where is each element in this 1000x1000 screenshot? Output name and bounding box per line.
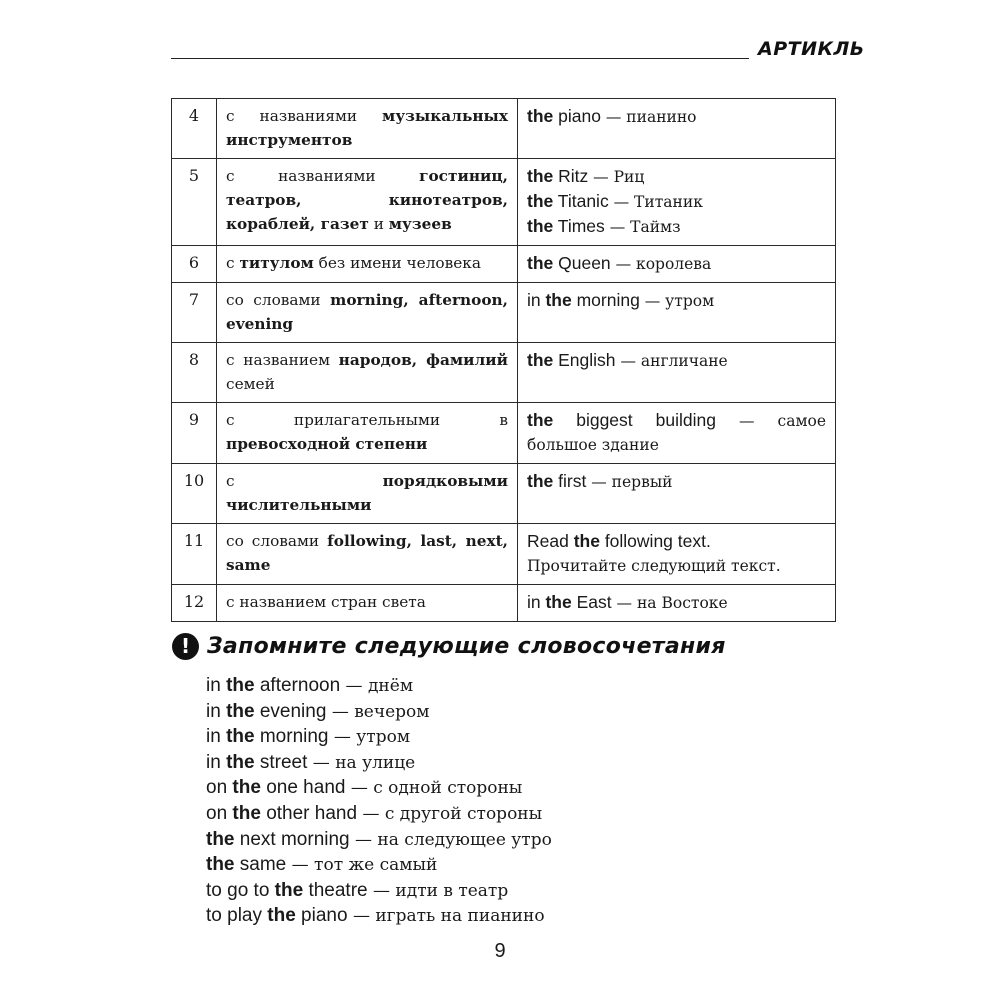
example-line	[527, 104, 826, 129]
article-the: the	[527, 216, 554, 236]
table-row	[172, 585, 836, 622]
article-the: the	[232, 802, 261, 824]
translation-text: — идти в театр	[367, 880, 509, 901]
rule-example	[518, 159, 836, 246]
article-the: the	[527, 350, 554, 370]
table-row	[172, 464, 836, 524]
rule-text: с	[226, 254, 240, 272]
rule-keyword: народов, фамилий	[338, 351, 508, 369]
english-text: in	[527, 290, 546, 310]
list-item	[206, 699, 552, 725]
translation-text: — Титаник	[608, 193, 703, 211]
english-text: in	[527, 592, 546, 612]
list-item	[206, 750, 552, 776]
rule-example	[518, 99, 836, 159]
rules-table-body	[172, 99, 836, 622]
rule-text: с названием	[226, 351, 339, 369]
translation-text: — англичане	[615, 352, 728, 370]
example-line	[527, 214, 826, 239]
example-line	[527, 469, 826, 494]
article-the: the	[226, 726, 255, 748]
english-text: biggest building	[553, 410, 716, 430]
rule-text: с	[226, 472, 383, 490]
translation-text: Прочитайте следующий текст.	[527, 557, 781, 575]
rule-description	[217, 585, 518, 622]
rule-text: и	[368, 215, 389, 233]
list-item	[206, 827, 552, 853]
english-text: other hand	[260, 802, 358, 824]
translation-text: — пианино	[600, 108, 697, 126]
article-the: the	[545, 592, 572, 612]
english-text: next morning	[234, 828, 350, 850]
translation-text: — на Востоке	[611, 594, 728, 612]
english-text: theatre	[303, 879, 368, 901]
rule-example	[518, 246, 836, 283]
rule-keyword: превосходной степени	[226, 435, 428, 453]
rule-text: с названием стран света	[226, 593, 426, 611]
rule-example	[518, 403, 836, 464]
rule-description	[217, 246, 518, 283]
example-line	[527, 408, 826, 457]
english-text: first	[553, 471, 587, 491]
english-text: Titanic	[553, 191, 609, 211]
article-the: the	[527, 471, 554, 491]
list-item	[206, 724, 552, 750]
phrase-list	[206, 673, 552, 929]
translation-text: — королева	[610, 255, 712, 273]
english-text: Ritz	[553, 166, 589, 186]
english-text: one hand	[260, 777, 346, 799]
example-line	[527, 590, 826, 615]
english-text: East	[571, 592, 612, 612]
article-the: the	[527, 410, 554, 430]
rule-description	[217, 159, 518, 246]
translation-text: — первый	[586, 473, 673, 491]
translation-text: — с другой стороны	[357, 803, 543, 824]
english-text: evening	[254, 700, 327, 722]
table-row	[172, 246, 836, 283]
rule-text: со словами	[226, 532, 328, 550]
rule-keyword: музеев	[388, 215, 452, 233]
rule-description	[217, 464, 518, 524]
rule-number: 11	[172, 524, 217, 585]
article-the: the	[527, 191, 554, 211]
list-item	[206, 673, 552, 699]
article-the: the	[206, 854, 235, 876]
english-text: piano	[553, 106, 601, 126]
example-line	[527, 189, 826, 214]
english-text: piano	[295, 905, 348, 927]
rule-keyword: титулом	[239, 254, 314, 272]
english-text: morning	[254, 726, 329, 748]
english-text: Queen	[553, 253, 611, 273]
article-the: the	[527, 166, 554, 186]
example-line	[527, 164, 826, 189]
english-text: English	[553, 350, 616, 370]
page-number: 9	[494, 940, 506, 962]
rule-number: 8	[172, 343, 217, 403]
rule-example	[518, 585, 836, 622]
rule-number: 10	[172, 464, 217, 524]
translation-text: — с одной стороны	[345, 778, 523, 799]
list-item	[206, 801, 552, 827]
example-line	[527, 251, 826, 276]
list-item	[206, 878, 552, 904]
article-the: the	[206, 828, 235, 850]
translation-text: — на следующее утро	[349, 829, 552, 850]
rule-number: 7	[172, 283, 217, 343]
english-text: afternoon	[254, 675, 341, 696]
section-title: АРТИКЛЬ	[758, 38, 865, 60]
article-the: the	[267, 905, 296, 927]
rule-description	[217, 99, 518, 159]
rule-keyword: following, last, next, same	[226, 532, 508, 574]
article-the: the	[226, 700, 255, 722]
example-line	[527, 529, 826, 554]
rule-number: 9	[172, 403, 217, 464]
rule-number: 6	[172, 246, 217, 283]
example-line	[527, 288, 826, 313]
rule-keyword: порядковыми числительными	[226, 472, 508, 514]
rule-text: с названиями	[226, 107, 383, 125]
example-line	[527, 348, 826, 373]
translation-text: — днём	[340, 676, 414, 696]
english-text: same	[234, 854, 287, 876]
article-the: the	[545, 290, 572, 310]
exclamation-icon: !	[172, 633, 199, 660]
translation-text: — играть на пианино	[347, 906, 545, 927]
article-the: the	[527, 253, 554, 273]
list-item	[206, 775, 552, 801]
rule-keyword: morning, afternoon, evening	[226, 291, 508, 333]
example-line	[527, 554, 826, 578]
english-text: in	[206, 751, 227, 773]
article-rules-table	[171, 98, 836, 622]
english-text: street	[254, 751, 308, 773]
translation-text: — Риц	[588, 168, 645, 186]
rule-text: с названиями	[226, 167, 420, 185]
table-row	[172, 159, 836, 246]
article-the: the	[527, 106, 554, 126]
table-row	[172, 403, 836, 464]
rule-example	[518, 343, 836, 403]
rule-example	[518, 283, 836, 343]
rule-keyword: гостиниц, театров, кинотеатров, кораблей, газет	[226, 167, 508, 233]
table-row	[172, 99, 836, 159]
rule-text: без имени человека	[313, 254, 481, 272]
rule-description	[217, 283, 518, 343]
rule-text: семей	[226, 375, 275, 393]
list-item	[206, 852, 552, 878]
rule-description	[217, 403, 518, 464]
translation-text: — на улице	[307, 752, 416, 773]
english-text: Times	[553, 216, 605, 236]
rule-example	[518, 524, 836, 585]
rule-number: 4	[172, 99, 217, 159]
list-item	[206, 903, 552, 929]
article-the: the	[232, 777, 261, 799]
rule-example	[518, 464, 836, 524]
translation-text: — самое большое здание	[527, 412, 827, 454]
english-text: following text.	[599, 531, 711, 551]
article-the: the	[573, 531, 600, 551]
remember-block-header	[172, 633, 726, 660]
header-rule	[171, 58, 749, 59]
english-text: on	[206, 777, 233, 799]
english-text: to play	[206, 905, 268, 927]
remember-title: Запомните следующие словосочетания	[207, 634, 726, 659]
translation-text: — утром	[328, 727, 411, 748]
rule-description	[217, 343, 518, 403]
article-the: the	[226, 751, 255, 773]
rule-text: со словами	[226, 291, 331, 309]
rule-text: с прилагательными в	[226, 411, 508, 429]
table-row	[172, 343, 836, 403]
translation-text: — Таймз	[604, 218, 681, 236]
english-text: to go to	[206, 879, 275, 901]
english-text: in	[206, 726, 227, 748]
translation-text: — тот же самый	[286, 855, 438, 876]
rule-keyword: музыкальных инструментов	[226, 107, 508, 149]
article-the: the	[274, 879, 304, 901]
english-text: Read	[527, 531, 574, 551]
rule-number: 5	[172, 159, 217, 246]
english-text: morning	[571, 290, 640, 310]
translation-text: — вечером	[326, 701, 430, 722]
article-the: the	[226, 675, 255, 696]
english-text: in	[206, 675, 227, 696]
translation-text: — утром	[639, 292, 715, 310]
english-text: on	[206, 802, 233, 824]
english-text: in	[206, 700, 227, 722]
table-row	[172, 524, 836, 585]
rule-description	[217, 524, 518, 585]
rule-number: 12	[172, 585, 217, 622]
table-row	[172, 283, 836, 343]
